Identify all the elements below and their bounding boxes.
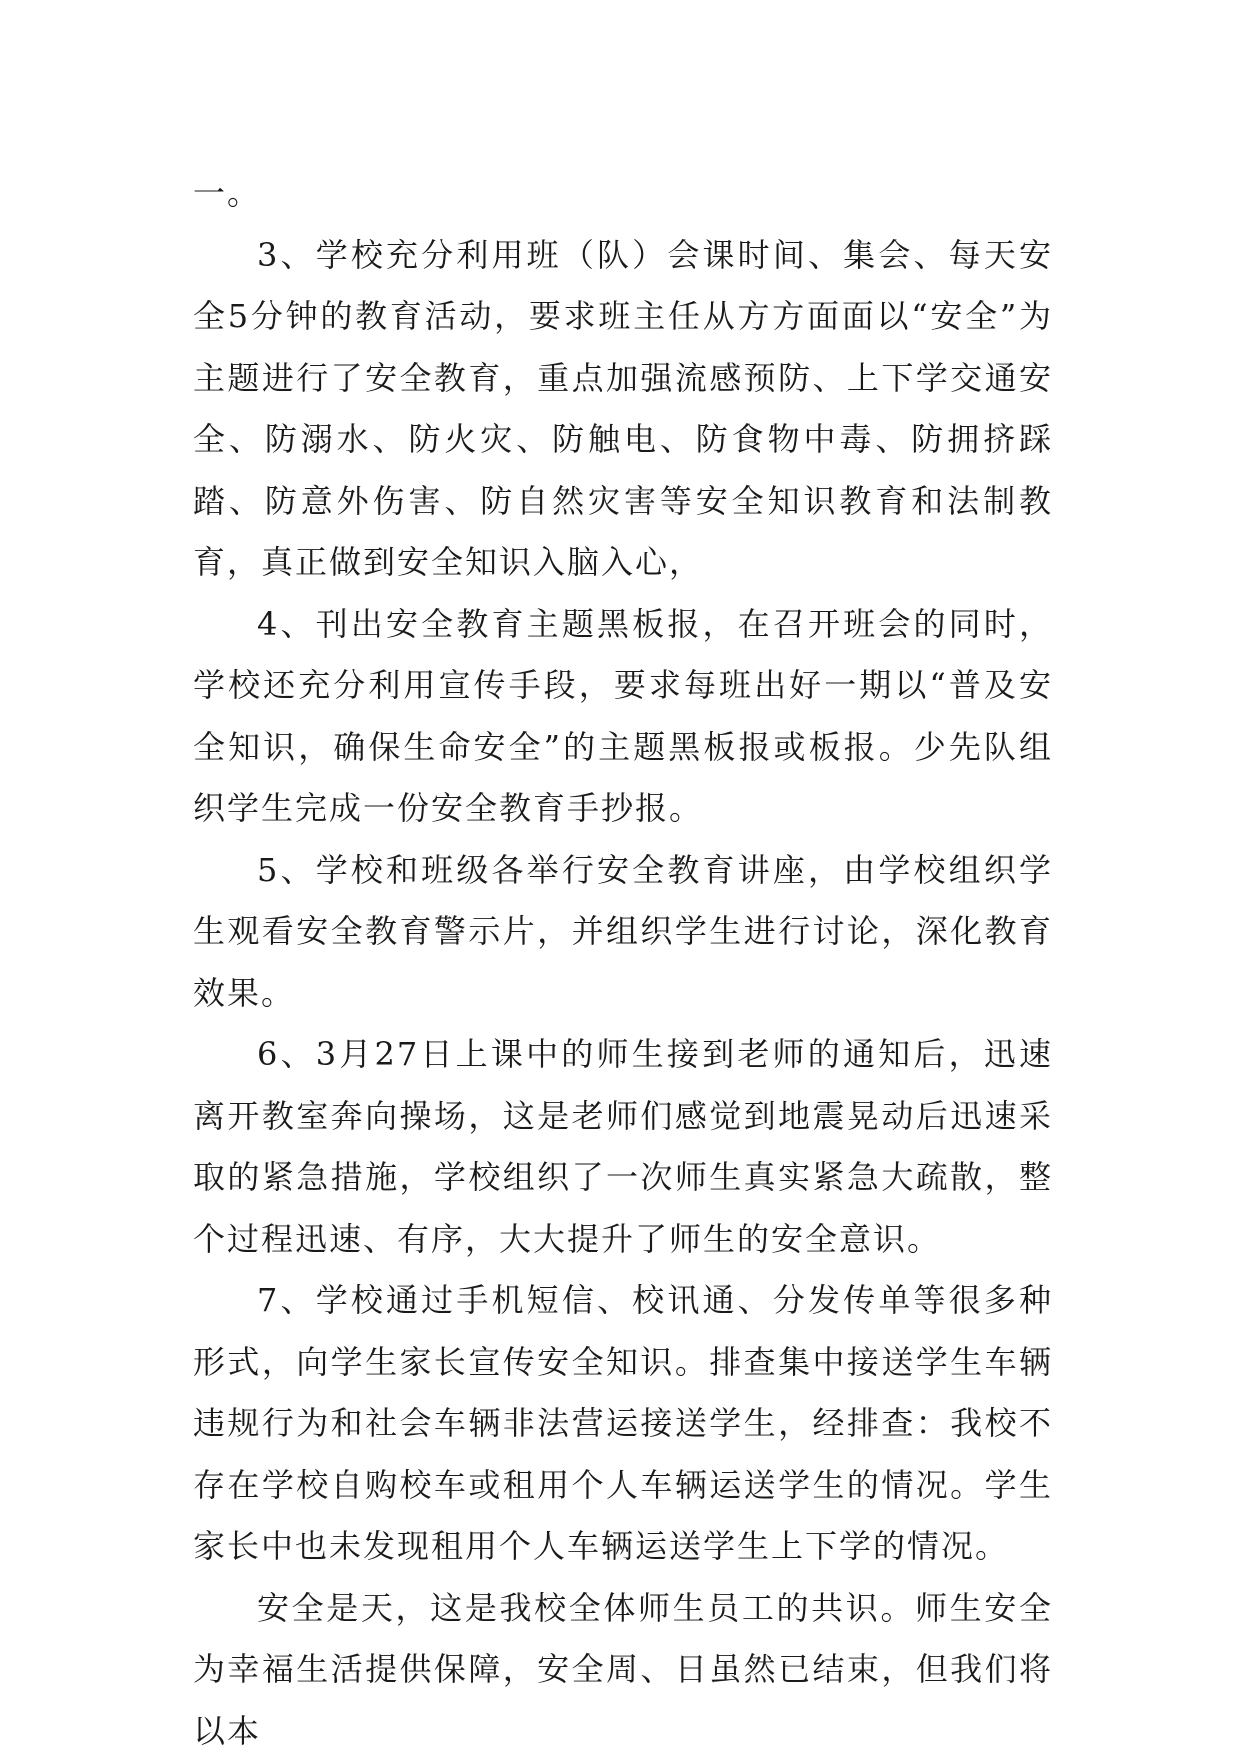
paragraph-closing: 安全是天，这是我校全体师生员工的共识。师生安全为幸福生活提供保障，安全周、日虽然已结束，但我们将以本	[193, 1578, 1053, 1762]
paragraph-item-6: 6、3月27日上课中的师生接到老师的通知后，迅速离开教室奔向操场，这是老师们感觉到地震晃动后迅速采取的紧急措施，学校组织了一次师生真实紧急大疏散，整个过程迅速、有序，大大提升了师生的安全意识。	[193, 1024, 1053, 1270]
paragraph-item-3: 3、学校充分利用班（队）会课时间、集会、每天安全5分钟的教育活动，要求班主任从方方面面以“安全”为主题进行了安全教育，重点加强流感预防、上下学交通安全、防溺水、防火灾、防触电、防食物中毒、防拥挤踩踏、防意外伤害、防自然灾害等安全知识教育和法制教育，真正做到安全知识入脑入心，	[193, 225, 1053, 594]
paragraph-item-5: 5、学校和班级各举行安全教育讲座，由学校组织学生观看安全教育警示片，并组织学生进行讨论，深化教育效果。	[193, 840, 1053, 1025]
paragraph-item-4: 4、刊出安全教育主题黑板报，在召开班会的同时，学校还充分利用宣传手段，要求每班出好一期以“普及安全知识，确保生命安全”的主题黑板报或板报。少先队组织学生完成一份安全教育手抄报。	[193, 594, 1053, 840]
document-body	[193, 163, 1053, 1762]
paragraph-item-7: 7、学校通过手机短信、校讯通、分发传单等很多种形式，向学生家长宣传安全知识。排查集中接送学生车辆违规行为和社会车辆非法营运接送学生，经排查：我校不存在学校自购校车或租用个人车辆运送学生的情况。学生家长中也未发现租用个人车辆运送学生上下学的情况。	[193, 1270, 1053, 1578]
paragraph-continuation: 一。	[193, 163, 1053, 225]
